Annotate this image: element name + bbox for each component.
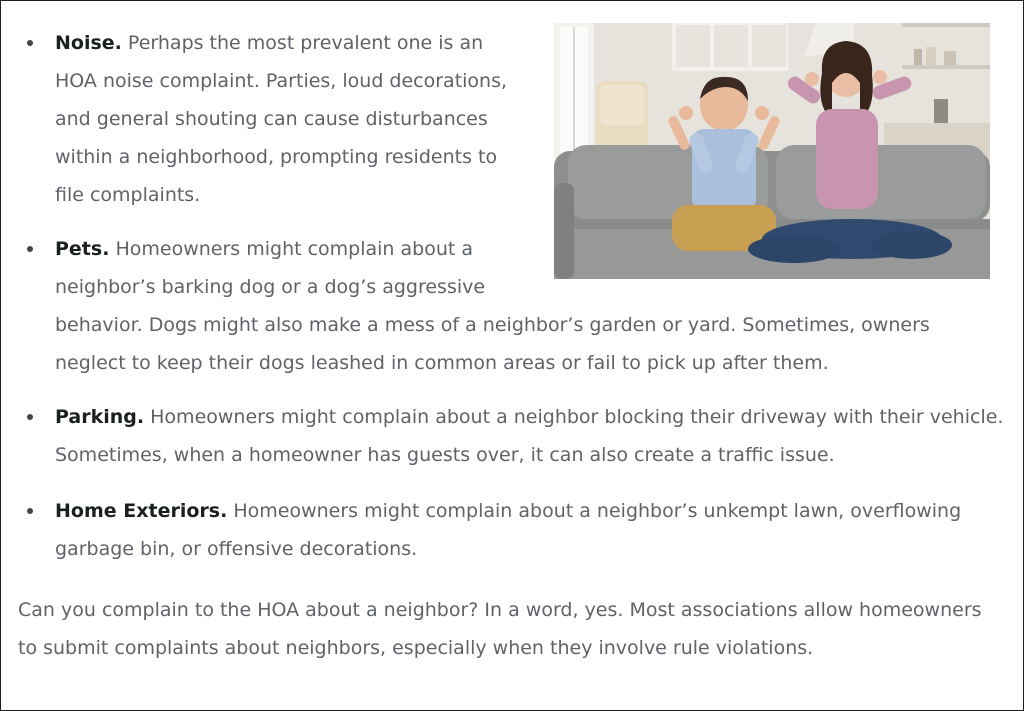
list-item-noise — [55, 24, 507, 214]
noise-text-line-4: within a neighborhood, prompting residents to — [55, 146, 498, 168]
pets-text-line-3: behavior. Dogs might also make a mess of a neighbor’s garden or yard. Sometimes, owners — [55, 314, 930, 336]
paragraph-line-1: Can you complain to the HOA about a neighbor? In a word, yes. Most associations allow homeowners — [18, 599, 982, 621]
home-exteriors-text-line-1: Homeowners might complain about a neighbor’s unkempt lawn, overflowing — [227, 500, 962, 522]
parking-text-line-1: Homeowners might complain about a neighbor blocking their driveway with their vehicle. — [144, 406, 1004, 428]
noise-text-line-5: file complaints. — [55, 184, 201, 206]
home-exteriors-text-line-2: garbage bin, or offensive decorations. — [55, 538, 418, 560]
list-item-home-exteriors — [55, 492, 961, 568]
term-parking: Parking. — [55, 406, 145, 428]
noise-text-line-2: HOA noise complaint. Parties, loud decorations, — [55, 70, 508, 92]
pets-text-line-4: neglect to keep their dogs leashed in common areas or fail to pick up after them. — [55, 352, 829, 374]
term-pets: Pets. — [55, 238, 110, 260]
parking-text-line-2: Sometimes, when a homeowner has guests over, it can also create a traffic issue. — [55, 444, 835, 466]
term-home-exteriors: Home Exteriors. — [55, 500, 228, 522]
noise-text-line-3: and general shouting can cause disturbances — [55, 108, 488, 130]
paragraph-line-2: to submit complaints about neighbors, especially when they involve rule violations. — [18, 637, 814, 659]
list-item-pets — [55, 230, 930, 382]
pets-text-line-2: neighbor’s barking dog or a dog’s aggressive — [55, 276, 486, 298]
list-item-parking — [55, 398, 1003, 474]
pets-text-line-1: Homeowners might complain about a — [109, 238, 474, 260]
noise-text-line-1: Perhaps the most prevalent one is an — [121, 32, 484, 54]
closing-paragraph — [18, 591, 982, 667]
term-noise: Noise. — [55, 32, 122, 54]
